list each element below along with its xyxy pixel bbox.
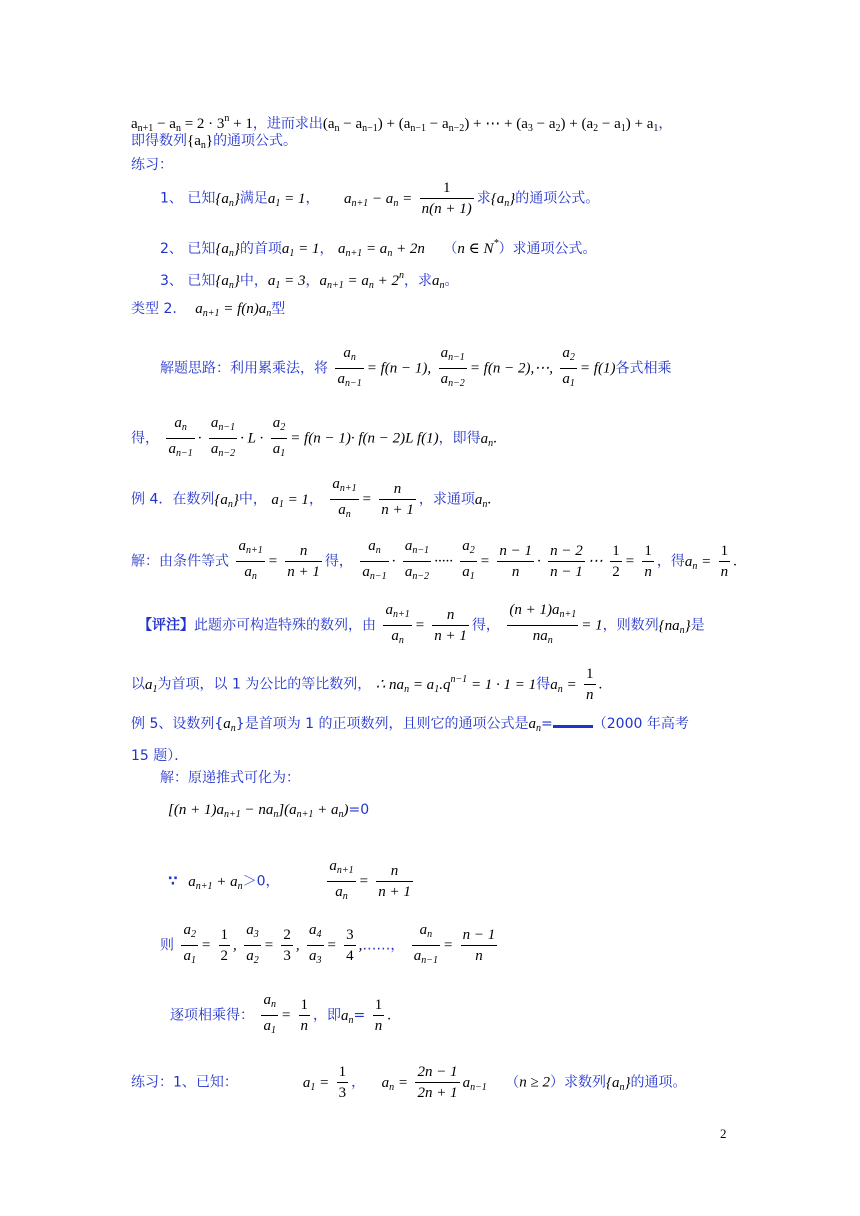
line-recurrence: $a_{n+1} - a_n = 2 \cdot 3^n + 1$，进而求出$(a_n - a_{n-1}) + (a_{n-1} - a_{n-2})$ + ⋯ + $(a_3 - a_2) + (a_2 - a_1) + a_1$， [131, 113, 673, 134]
answer-blank [553, 715, 593, 728]
example-5: 例 5、设数列$\{a_n\}$是首项为 1 的正项数列，且则它的通项公式是$a_n= (2000$ 年高考 [131, 716, 689, 734]
practice-item-2: 2、 已知$\{a_n\}$的首项$a_1 = 1$， $a_{n+1} = a_n + 2n$ （n ∈ N*）求通项公式。 [160, 238, 597, 259]
comment-tag: 【评注】 [138, 617, 194, 634]
line-general-formula: 即得数列$\{a_n\}$的通项公式。 [131, 133, 298, 151]
then-line: 则 $\frac{a_2}{a_1}$ = $\frac{1}{2}$ , $\frac{a_3}{a_2}$ = $\frac{2}{3}$ , $\frac{a_4}{a_3}$ = $\frac{3}{4}$ ,……， $\frac{a_n}{a_{n-1}}$ = $\frac{n - 1}{n}$ [160, 922, 496, 966]
solution-5-equation: $[(n + 1)a_{n+1} - na_n](a_{n+1} + a_n)=0$ [168, 802, 370, 820]
practice-title: 练习： [131, 157, 173, 173]
practice-item-1: 1、 已知$\{a_n\}$满足$a_1 = 1$， $a_{n+1} - a_n$ = $\frac{1}{n(n + 1)}$ 求$\{a_n\}$的通项公式。 [160, 180, 600, 217]
page-number: 2 [720, 1126, 727, 1141]
practice-2-line: 练习：1、已知： $a_1$ = $\frac{1}{3}$ ， $a_n$ = $\frac{2n - 1}{2n + 1}$ $a_{n-1}$ （n ≥ 2）求数列$\{a_n\}$的通项。 [131, 1064, 687, 1101]
example-4: 例 4．在数列$\{a_n\}$中， $a_1 = 1$， $\frac{a_{n+1}}{a_n}$ = $\frac{n}{n + 1}$ ，求通项$a_n$. [131, 476, 492, 520]
because-line: ∵ $a_{n+1} + a_n>0$， $\frac{a_{n+1}}{a_n}$ = $\frac{n}{n + 1}$ [168, 858, 411, 902]
practice-item-3: 3、 已知$\{a_n\}$中，$a_1 = 3$，$a_{n+1} = a_n + 2^n$，求$a_n$。 [160, 270, 459, 291]
type2-heading: 类型 2. $a_{n+1} = f(n)a_n$型 [131, 301, 286, 319]
comment-line-2: 以$a_1$为首项，以 1 为公比的等比数列， ∴ $na_n = a_1.q^{n-1} = 1 \cdot 1 = 1$得$a_n$ = $\frac{1}{n}$ . [131, 666, 603, 703]
solution-idea: 解题思路：利用累乘法，将 $\frac{a_n}{a_{n-1}}$ = f(n − 1), $\frac{a_{n-1}}{a_{n-2}}$ = f(n − 2),⋯, $\frac{a_2}{a_1}$ = f(1)各式相乘 [160, 345, 672, 389]
example-5-line-2: 15 题）． [131, 748, 189, 764]
solution-4: 解：由条件等式 $\frac{a_{n+1}}{a_n}$ = $\frac{n}{n + 1}$ 得， $\frac{a_n}{a_{n-1}}$ · $\frac{a_{n-1}}{a_{n-2}}$ ····· $\frac{a_2}{a_1}$ = $\frac{n - 1}{n}$ · $\frac{n - 2}{n - 1}$ ⋯ $\frac{1}{2}$ = $\frac{1}{n}$ ，得$a_n$ = $\frac{1}{n}$ . [131, 538, 737, 582]
product-line: 得， $\frac{a_n}{a_{n-1}}$ · $\frac{a_{n-1}}{a_{n-2}}$ · L · $\frac{a_2}{a_1}$ = f(n − 1)· f(n − 2)L f(1)，即得$a_n$. [131, 415, 497, 459]
comment-line-1: 【评注】此题亦可构造特殊的数列，由 $\frac{a_{n+1}}{a_n}$ = $\frac{n}{n + 1}$ 得， $\frac{(n + 1)a_{n+1}}{na_n}$ = 1，则数列$\{na_n\}$是 [138, 602, 705, 646]
line1-text: ，进而求出 [252, 116, 323, 132]
multiply-line: 逐项相乘得： $\frac{a_n}{a_1}$ = $\frac{1}{n}$ ，即$a_n=$ $\frac{1}{n}$ . [170, 992, 391, 1036]
solution-5-title: 解：原递推式可化为： [160, 770, 300, 786]
